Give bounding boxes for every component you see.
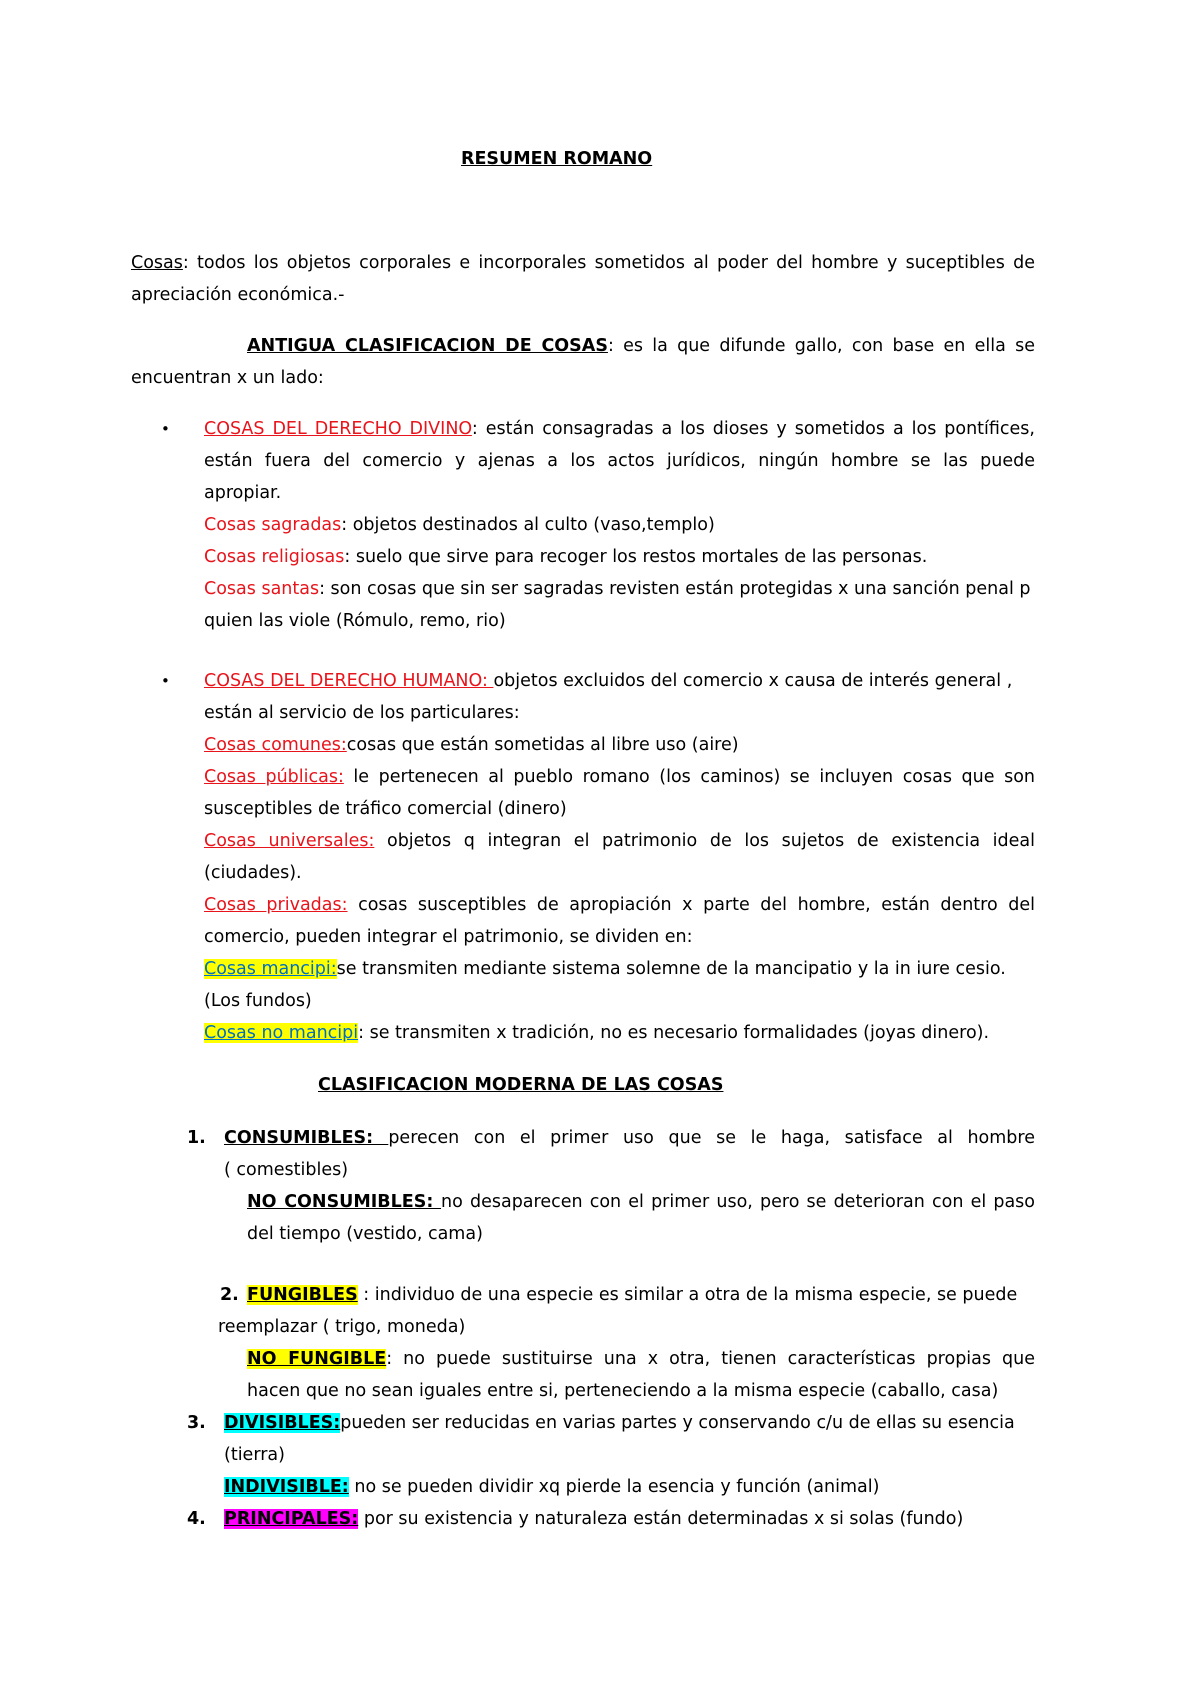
indivisible-text: no se pueden dividir xq pierde la esencia y función (animal): [348, 1477, 880, 1497]
document-title: RESUMEN ROMANO: [461, 149, 653, 169]
publicas-term: Cosas públicas:: [204, 767, 344, 787]
religiosas-term: Cosas religiosas: [204, 547, 345, 567]
intro-line-1: [131, 252, 1035, 274]
divino-line-2: están fuera del comercio y ajenas a los actos jurídicos, ningún hombre se las puede: [204, 451, 1035, 471]
divisibles-term: DIVISIBLES:: [224, 1413, 341, 1433]
item-3-sub-line: [224, 1476, 879, 1498]
item-2-number: 2.: [220, 1285, 239, 1305]
intro-term: Cosas: [131, 253, 183, 273]
nomancipi-text: : se transmiten x tradición, no es necesario formalidades (joyas dinero).: [358, 1023, 990, 1043]
divino-heading: COSAS DEL DERECHO DIVINO: [204, 419, 472, 439]
comunes-term: Cosas comunes:: [204, 735, 347, 755]
item-3-number: 3.: [187, 1413, 206, 1433]
consumibles-text: perecen con el primer uso que se le haga, satisface al hombre: [388, 1128, 1035, 1148]
principales-text: por su existencia y naturaleza están determinadas x si solas (fundo): [358, 1509, 964, 1529]
antigua-heading: ANTIGUA CLASIFICACION DE COSAS: [247, 336, 608, 356]
antigua-line-1: [247, 335, 1035, 357]
humano-line-1: [204, 670, 1012, 692]
humano-heading: COSAS DEL DERECHO HUMANO:: [204, 671, 494, 691]
religiosas-text: : suelo que sirve para recoger los restos mortales de las personas.: [344, 547, 928, 567]
item-3-line: [224, 1412, 1015, 1434]
nomancipi-term: Cosas no mancipi: [204, 1023, 359, 1043]
item-1-line-2: ( comestibles): [224, 1160, 349, 1180]
sagradas-term: Cosas sagradas: [204, 515, 342, 535]
mancipi-text: se transmiten mediante sistema solemne de la mancipatio y la in iure cesio.: [336, 959, 1006, 979]
fungibles-term: FUNGIBLES: [247, 1285, 358, 1305]
principales-term: PRINCIPALES:: [224, 1509, 359, 1529]
item-1-sub-line: [247, 1191, 1035, 1213]
item-1-number: 1.: [187, 1128, 206, 1148]
publicas-text: le pertenecen al pueblo romano (los caminos) se incluyen cosas que son: [343, 767, 1035, 787]
no-fungible-text: : no puede sustituirse una x otra, tienen características propias que: [386, 1349, 1036, 1369]
divisibles-text: pueden ser reducidas en varias partes y conservando c/u de ellas su esencia: [340, 1413, 1015, 1433]
bullet-humano: •: [161, 672, 170, 690]
publicas-line: [204, 766, 1035, 788]
intro-line-2: apreciación económica.-: [131, 285, 345, 305]
consumibles-term: CONSUMIBLES:: [224, 1128, 389, 1148]
santas-line: [204, 578, 1031, 600]
item-3-line-2: (tierra): [224, 1445, 285, 1465]
divino-text: : están consagradas a los dioses y sometidos a los pontífices,: [471, 419, 1035, 439]
mancipi-line: [204, 958, 1006, 980]
religiosas-line: [204, 546, 927, 568]
no-consumibles-text: no desaparecen con el primer uso, pero se deterioran con el paso: [441, 1192, 1035, 1212]
universales-line: [204, 830, 1035, 852]
item-2-sub-line: [247, 1348, 1035, 1370]
sagradas-line: [204, 514, 715, 536]
mancipi-term: Cosas mancipi:: [204, 959, 337, 979]
item-2-sub-line-2: hacen que no sean iguales entre si, perteneciendo a la misma especie (caballo, casa): [247, 1381, 999, 1401]
universales-text: objetos q integran el patrimonio de los sujetos de existencia ideal: [374, 831, 1035, 851]
item-1-sub-line-2: del tiempo (vestido, cama): [247, 1224, 483, 1244]
item-2-line-2: reemplazar ( trigo, moneda): [218, 1317, 466, 1337]
privadas-line-2: comercio, pueden integrar el patrimonio, se dividen en:: [204, 927, 693, 947]
item-4-number: 4.: [187, 1509, 206, 1529]
santas-text: : son cosas que sin ser sagradas revisten están protegidas x una sanción penal p: [319, 579, 1031, 599]
comunes-line: [204, 734, 739, 756]
universales-term: Cosas universales:: [204, 831, 375, 851]
privadas-text: cosas susceptibles de apropiación x parte del hombre, están dentro del: [347, 895, 1035, 915]
privadas-line: [204, 894, 1035, 916]
no-consumibles-term: NO CONSUMIBLES:: [247, 1192, 442, 1212]
fungibles-text: : individuo de una especie es similar a otra de la misma especie, se puede: [357, 1285, 1018, 1305]
indivisible-term: INDIVISIBLE:: [224, 1477, 349, 1497]
mancipi-line-2: (Los fundos): [204, 991, 312, 1011]
moderna-heading: CLASIFICACION MODERNA DE LAS COSAS: [318, 1075, 724, 1095]
antigua-text: : es la que difunde gallo, con base en ella se: [607, 336, 1035, 356]
antigua-line-2: encuentran x un lado:: [131, 368, 324, 388]
publicas-line-2: susceptibles de tráfico comercial (dinero): [204, 799, 567, 819]
intro-definition: : todos los objetos corporales e incorporales sometidos al poder del hombre y suceptibles de: [182, 253, 1035, 273]
santas-line-2: quien las viole (Rómulo, remo, rio): [204, 611, 506, 631]
comunes-text: cosas que están sometidas al libre uso (aire): [346, 735, 739, 755]
privadas-term: Cosas privadas:: [204, 895, 348, 915]
bullet-divino: •: [161, 420, 170, 438]
divino-line-3: apropiar.: [204, 483, 282, 503]
humano-text: objetos excluidos del comercio x causa de interés general ,: [493, 671, 1013, 691]
no-fungible-term: NO FUNGIBLE: [247, 1349, 387, 1369]
divino-line-1: [204, 418, 1035, 440]
item-2-line: [247, 1284, 1017, 1306]
sagradas-text: : objetos destinados al culto (vaso,templo): [341, 515, 715, 535]
humano-line-2: están al servicio de los particulares:: [204, 703, 520, 723]
santas-term: Cosas santas: [204, 579, 320, 599]
universales-line-2: (ciudades).: [204, 863, 302, 883]
item-4-line: [224, 1508, 963, 1530]
item-1-line: [224, 1127, 1035, 1149]
nomancipi-line: [204, 1022, 989, 1044]
